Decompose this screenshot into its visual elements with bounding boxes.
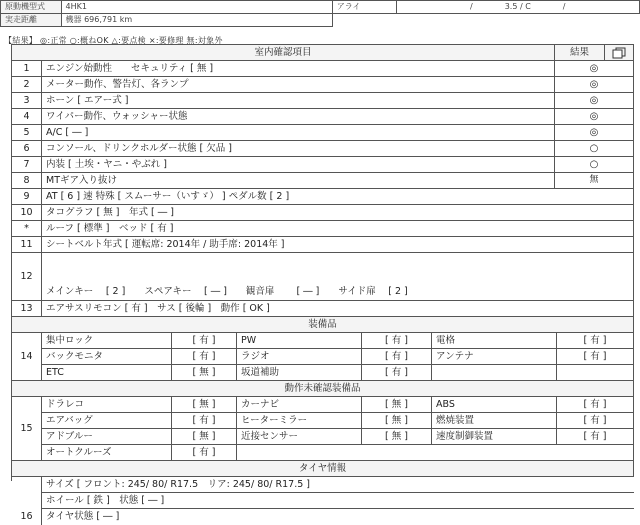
equip-name: 速度制御装置: [432, 429, 557, 445]
equip-value: [ 有 ]: [172, 445, 237, 461]
result-value: ◎: [555, 125, 634, 141]
result-value: ○: [555, 157, 634, 173]
equip-value: [ 有 ]: [362, 365, 432, 381]
vehicle-info-table: [0, 0, 640, 27]
result-value: 無: [555, 173, 634, 189]
equip-name: エアバッグ: [42, 413, 172, 429]
row-number: 2: [12, 77, 42, 93]
unverified-row: [42, 413, 634, 429]
equip-value: [ 無 ]: [172, 365, 237, 381]
equipment-row: [42, 349, 634, 365]
equipment-row: [42, 365, 634, 381]
section-header: [12, 381, 634, 397]
row-number: 15: [12, 397, 42, 461]
table-row: [12, 157, 634, 173]
row-number: *: [12, 221, 42, 237]
mileage-value: 機器 696,791 km: [61, 14, 332, 27]
item-text: ホーン [ エアー式 ]: [42, 93, 555, 109]
item-text: エアサスリモコン [ 有 ] サス [ 後輪 ] 動作 [ OK ]: [42, 301, 634, 317]
row-number: 16: [20, 511, 33, 522]
table-row: [12, 221, 634, 237]
tire-title: タイヤ情報: [12, 461, 634, 477]
table-row: [12, 109, 634, 125]
unverified-row: [42, 429, 634, 445]
result-value: ◎: [555, 61, 634, 77]
equip-value: [ 無 ]: [362, 413, 432, 429]
interior-check-title: 室内確認項目: [12, 45, 555, 61]
copy-icon[interactable]: [605, 45, 634, 61]
table-header-row: [12, 45, 634, 61]
table-row: [12, 125, 634, 141]
equip-name: カーナビ: [237, 397, 362, 413]
inspection-grid: [11, 44, 634, 522]
result-value: ◎: [555, 93, 634, 109]
empty-cell: [396, 14, 639, 27]
tire-wheel: ホイール [ 鉄 ] 状態 [ ― ]: [42, 493, 634, 509]
table-row: [12, 237, 634, 253]
row-number: 9: [12, 189, 42, 205]
equip-value: [ 有 ]: [557, 349, 634, 365]
item-text: エンジン始動性 セキュリティ [ 無 ]: [42, 61, 555, 77]
item-text: MTギア入り抜け: [42, 173, 555, 189]
engine-model-value: 4HK1: [61, 1, 332, 14]
equip-name: 集中ロック: [42, 333, 172, 349]
item-text: A/C [ ― ]: [42, 125, 555, 141]
equip-name: PW: [237, 333, 362, 349]
mileage-row: [1, 14, 640, 27]
engine-model-label: 原動機型式: [1, 1, 62, 14]
equipment-row: [42, 333, 634, 349]
equip-value: [ 有 ]: [362, 349, 432, 365]
equip-value: [ 有 ]: [557, 397, 634, 413]
table-row: [12, 205, 634, 221]
equip-name: 燃焼装置: [432, 413, 557, 429]
equip-value: [ 有 ]: [172, 413, 237, 429]
table-row: [12, 141, 634, 157]
table-row: [12, 61, 634, 77]
unverified-row: [42, 445, 634, 461]
equip-name: オートクルーズ: [42, 445, 172, 461]
equip-value: [557, 365, 634, 381]
item-text: ワイパー動作、ウォッシャー状態: [42, 109, 555, 125]
equip-value: [ 有 ]: [557, 413, 634, 429]
row-number: 3: [12, 93, 42, 109]
table-row: [12, 189, 634, 205]
item-text: シートベルト年式 [ 運転席: 2014年 / 助手席: 2014年 ]: [42, 237, 634, 253]
equip-value: [ 有 ]: [557, 333, 634, 349]
row-number: 13: [12, 301, 42, 317]
unverified-row: [42, 397, 634, 413]
equip-value: [ 無 ]: [362, 429, 432, 445]
tire-brand-label: アライ: [332, 1, 396, 14]
row-number: 12: [12, 253, 42, 301]
table-row: [12, 93, 634, 109]
equip-value: [ 有 ]: [172, 349, 237, 365]
equip-name: 近接センサー: [237, 429, 362, 445]
result-value: ◎: [555, 77, 634, 93]
equip-value: [ 無 ]: [172, 429, 237, 445]
row-number: 8: [12, 173, 42, 189]
row-number: 14: [12, 333, 42, 381]
equipment-title: 装備品: [12, 317, 634, 333]
equip-name: ラジオ: [237, 349, 362, 365]
row-number: 6: [12, 141, 42, 157]
equip-value: [ 有 ]: [557, 429, 634, 445]
tire-block: [12, 477, 634, 525]
empty-cell: [332, 14, 396, 27]
equip-value: [ 無 ]: [362, 397, 432, 413]
tire-lines: [42, 477, 634, 525]
keys-block: [42, 253, 634, 301]
tire-size: サイズ [ フロント: 245/ 80/ R17.5 リア: 245/ 80/ R17.5 ]: [42, 477, 634, 493]
section-header: [12, 317, 634, 333]
row-number: 1: [12, 61, 42, 77]
item-text: 内装 [ 土埃・ヤニ・やぶれ ]: [42, 157, 555, 173]
item-text: メーター動作、警告灯、各ランプ: [42, 77, 555, 93]
section-header: [12, 461, 634, 477]
table-row: [12, 77, 634, 93]
equip-value: [ 無 ]: [172, 397, 237, 413]
equip-name: アンテナ: [432, 349, 557, 365]
row-number: 5: [12, 125, 42, 141]
item-text: ルーフ [ 標準 ] ベッド [ 有 ]: [42, 221, 634, 237]
equip-value: [ 有 ]: [172, 333, 237, 349]
equip-name: ABS: [432, 397, 557, 413]
equip-name: 電格: [432, 333, 557, 349]
row-number: 7: [12, 157, 42, 173]
item-text: タコグラフ [ 無 ] 年式 [ ― ]: [42, 205, 634, 221]
row-number-cell: [12, 477, 42, 525]
tire-brand-value: / 3.5 / C /: [396, 1, 639, 14]
result-header: 結果: [555, 45, 605, 61]
result-value: ◎: [555, 109, 634, 125]
item-text: AT [ 6 ] 速 特殊 [ スムーサー（いすゞ） ] ペダル数 [ 2 ]: [42, 189, 634, 205]
equip-name: ヒーターミラー: [237, 413, 362, 429]
equip-name: ETC: [42, 365, 172, 381]
mileage-label: 実走距離: [1, 14, 62, 27]
row-number: 4: [12, 109, 42, 125]
equip-name: 坂道補助: [237, 365, 362, 381]
engine-model-row: [1, 1, 640, 14]
equip-name: バックモニタ: [42, 349, 172, 365]
row-number: 10: [12, 205, 42, 221]
item-text: コンソール、ドリンクホルダー状態 [ 欠品 ]: [42, 141, 555, 157]
equip-name: [432, 365, 557, 381]
equip-value: [ 有 ]: [362, 333, 432, 349]
unverified-title: 動作未確認装備品: [12, 381, 634, 397]
table-row: [12, 301, 634, 317]
equip-name: ドラレコ: [42, 397, 172, 413]
empty-cell: [237, 445, 634, 461]
row-number: 11: [12, 237, 42, 253]
keys-line: メインキー [ 2 ] スペアキー [ ― ] 観音扉 [ ― ] サイド扉 [ 2 ]: [46, 286, 408, 297]
result-value: ○: [555, 141, 634, 157]
equip-name: アドブルー: [42, 429, 172, 445]
table-row: [12, 253, 634, 301]
result-legend: 【結果】 ◎:正常 ○:概ねOK △:要点検 ×:要修理 無:対象外: [4, 36, 223, 45]
tire-condition: タイヤ状態 [ ― ]: [46, 511, 120, 522]
table-row: [12, 173, 634, 189]
